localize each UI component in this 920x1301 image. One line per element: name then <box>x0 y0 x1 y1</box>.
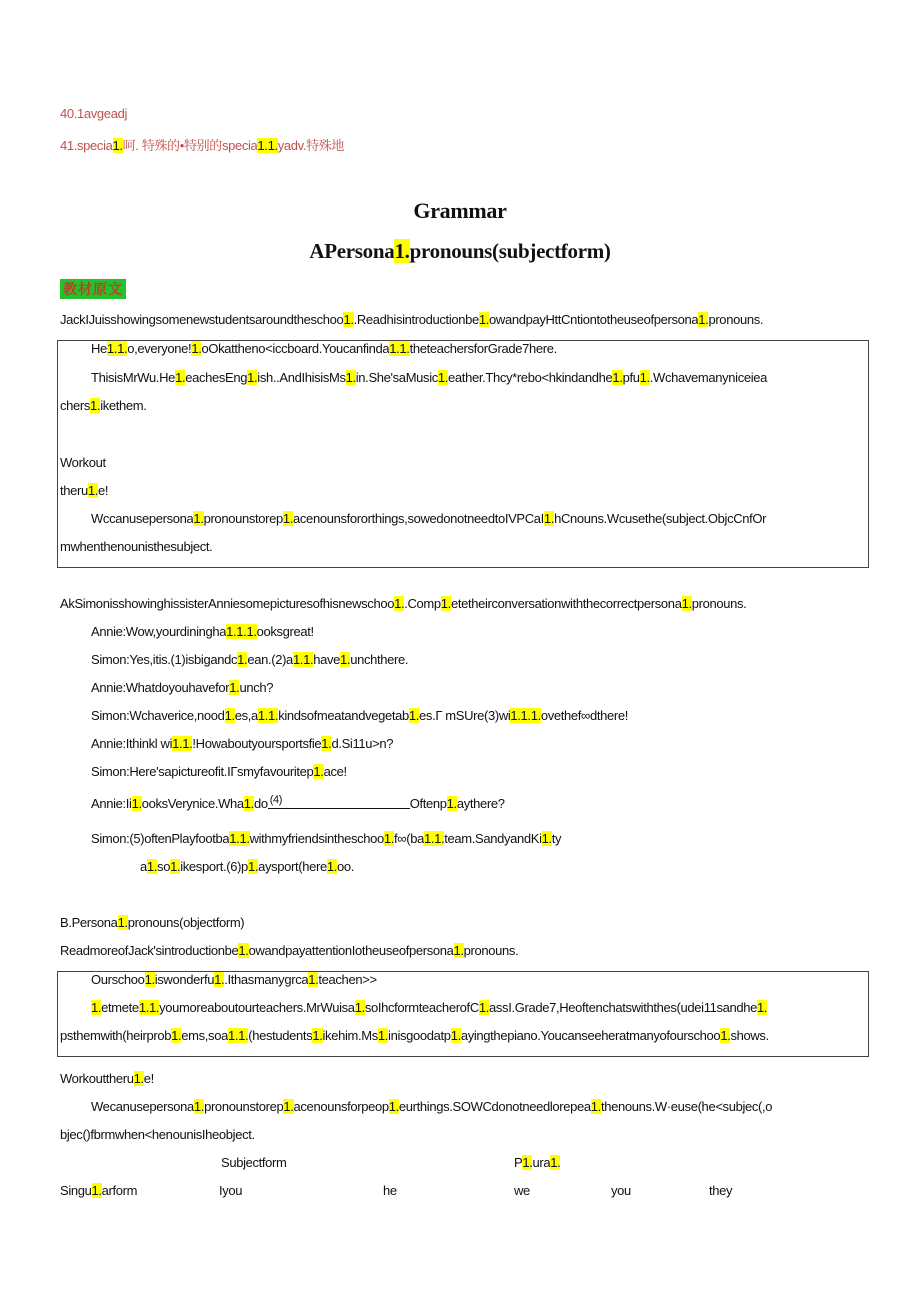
text-run: in.She'saMusic <box>355 370 438 385</box>
text-run: acenounsforpeop <box>293 1099 389 1114</box>
table-cell: they <box>709 1183 733 1198</box>
highlight-mark: 1. <box>214 972 225 987</box>
text-run: yadv.特殊地 <box>277 138 345 153</box>
highlight-mark: 1. <box>283 1099 294 1114</box>
dialogue-line-part <box>410 796 505 811</box>
vocab-line-40: 40.1avgeadj <box>60 106 127 121</box>
highlight-mark: 1.1. <box>292 652 314 667</box>
highlight-mark: 1. <box>193 1099 205 1114</box>
table-header-subject-form: Subjectform <box>221 1155 287 1170</box>
highlight-mark: 1. <box>313 764 324 779</box>
text-run: assI.Grade7,Heoftenchatswiththes(udei11sandhe <box>489 1000 758 1015</box>
text-run: ayingthepiano.Youcanseeheratmanyofourschoo <box>460 1028 721 1043</box>
highlight-mark: 1. <box>478 312 490 327</box>
text-run: P <box>514 1155 523 1170</box>
highlight-mark: 1. <box>326 859 338 874</box>
dialogue-line-cont <box>140 859 354 875</box>
highlight-mark: 1. <box>237 652 248 667</box>
highlight-mark: 1. <box>247 370 258 385</box>
text-run: ikesport.(6)p <box>180 859 248 874</box>
text-run: Simon:Wchaverice,nood <box>91 708 225 723</box>
text-run: 41.specia <box>60 138 113 153</box>
highlight-mark: 1. <box>282 511 294 526</box>
highlight-mark: 1. <box>224 708 235 723</box>
highlight-mark: 1. <box>87 483 99 498</box>
highlight-mark: 1.1. <box>389 341 410 356</box>
highlight-mark: 1. <box>133 1071 144 1086</box>
text-run: ThisisMrWu.He <box>91 370 176 385</box>
highlight-mark: 1. <box>312 1028 323 1043</box>
highlight-mark: 1. <box>243 796 254 811</box>
highlight-mark: 1. <box>453 943 464 958</box>
text-run: withmyfriendsintheschoo <box>249 831 384 846</box>
box-a-paragraph-3-cont: mwhenthenounisthesubject. <box>60 539 213 554</box>
highlight-mark: 1. <box>698 312 709 327</box>
highlight-mark: 1. <box>354 1000 365 1015</box>
text-run: owandpayHttCntiontotheuseofpersona <box>489 312 699 327</box>
text-run: a <box>140 859 147 874</box>
table-cell: Iyou <box>219 1183 243 1198</box>
highlight-mark: 1. <box>550 1155 561 1170</box>
highlight-mark: 1. <box>394 239 410 263</box>
text-run: .Comp <box>404 596 441 611</box>
highlight-mark: 1. <box>321 736 332 751</box>
table-row-label-singular <box>60 1183 137 1199</box>
page-title: Grammar <box>413 198 507 223</box>
box-b-paragraph-2 <box>91 1000 767 1016</box>
highlight-mark: 1. <box>343 312 354 327</box>
dialogue-line <box>91 708 628 724</box>
highlight-mark: 1.1. <box>257 138 278 153</box>
highlight-mark: 1. <box>238 943 249 958</box>
highlight-mark: 1. <box>394 596 405 611</box>
highlight-mark: 1.1.1. <box>226 624 257 639</box>
text-run: Singu <box>60 1183 92 1198</box>
text-run: ReadmoreofJack'sintroductionbe <box>60 943 239 958</box>
text-run: d.Si11u>n? <box>331 736 394 751</box>
highlight-mark: 1. <box>612 370 623 385</box>
text-run: B.Persona <box>60 915 118 930</box>
text-run: teachen>> <box>318 972 377 987</box>
highlight-mark: 1. <box>437 370 449 385</box>
text-run: etetheirconversationwiththecorrectpersona <box>450 596 682 611</box>
highlight-mark: 1.1.1. <box>510 708 541 723</box>
text-run: thenouns.W·euse(he<subjec(,o <box>600 1099 773 1114</box>
highlight-mark: 1. <box>131 796 142 811</box>
section-b-paragraph-cont: bjec()fbrmwhen<henounisIheobject. <box>60 1127 255 1142</box>
text-run: ooksVerynice.Wha <box>141 796 244 811</box>
highlight-mark: 1. <box>345 370 356 385</box>
highlight-mark: 1. <box>340 652 351 667</box>
highlight-mark: 1. <box>229 680 240 695</box>
text-run: .Readhisintroductionbe <box>353 312 479 327</box>
text-run: specia <box>221 138 258 153</box>
table-cell: we <box>514 1183 530 1198</box>
highlight-mark: 1. <box>117 915 128 930</box>
box-a-paragraph-3 <box>91 511 766 527</box>
highlight-mark: 1. <box>478 1000 490 1015</box>
text-run: so <box>157 859 171 874</box>
text-run: theru <box>60 483 88 498</box>
box-a-paragraph-2 <box>91 370 767 386</box>
section-b-heading <box>60 915 244 931</box>
text-run: ura <box>532 1155 551 1170</box>
text-run: pronouns. <box>463 943 519 958</box>
blank-number: (4) <box>269 794 283 806</box>
text-run: pronounstorep <box>204 1099 284 1114</box>
highlight-mark: 1.1. <box>172 736 193 751</box>
section-subtitle <box>0 238 920 264</box>
box-a-workout: Workout <box>60 455 106 470</box>
text-run: team.SandyandKi <box>444 831 542 846</box>
highlight-mark: 1. <box>757 1000 768 1015</box>
dialogue-line-part <box>91 796 268 811</box>
text-run: AkSimonisshowinghissisterAnniesomepicturesofhisnewschoo <box>60 596 395 611</box>
text-run: ikehim.Ms <box>322 1028 378 1043</box>
text-run: psthemwith(heirprob <box>60 1028 172 1043</box>
dialogue-line <box>91 831 561 847</box>
text-run: kindsofmeatandvegetab <box>278 708 409 723</box>
text-run: iswonderfu <box>154 972 215 987</box>
highlight-mark: 1. <box>543 511 555 526</box>
section-b-paragraph <box>91 1099 772 1115</box>
text-run: unch? <box>239 680 274 695</box>
text-run: acenounsfororthings,sowedonotneedtoIVPCaI <box>293 511 544 526</box>
text-run: inisgoodatp <box>388 1028 451 1043</box>
text-run: JackIJuisshowingsomenewstudentsaroundtheschoo <box>60 312 344 327</box>
text-run: youmoreaboutourteachers.MrWuisa <box>159 1000 355 1015</box>
text-run: (hestudents <box>248 1028 313 1043</box>
text-run: pronouns. <box>691 596 747 611</box>
highlight-mark: 1. <box>440 596 451 611</box>
text-run: chers <box>60 398 91 413</box>
text-run: f∞(ba <box>394 831 424 846</box>
highlight-mark: 1. <box>146 859 158 874</box>
section-ak-intro <box>60 596 746 612</box>
text-run: aysport(here <box>258 859 327 874</box>
section-a-intro <box>60 312 763 328</box>
highlight-mark: 1. <box>377 1028 389 1043</box>
highlight-mark: 1. <box>91 1000 102 1015</box>
highlight-mark: 1.1. <box>423 831 445 846</box>
text-run: Wccanusepersona <box>91 511 194 526</box>
text-run: unchthere. <box>350 652 409 667</box>
text-run: etmete <box>101 1000 139 1015</box>
dialogue-line <box>91 652 408 668</box>
text-run: e! <box>143 1071 154 1086</box>
table-cell: you <box>611 1183 631 1198</box>
highlight-mark: 1. <box>383 831 395 846</box>
dialogue-line <box>91 764 347 780</box>
box-a-rule <box>60 483 108 499</box>
text-run: do <box>253 796 268 811</box>
text-run: hCnouns.Wcusethe(subject.ObjcCnfOr <box>554 511 767 526</box>
text-run: ems,soa <box>181 1028 228 1043</box>
box-a-paragraph-1 <box>91 341 557 357</box>
text-run: ooksgreat! <box>256 624 314 639</box>
text-run: ish..AndIhisisMs <box>257 370 346 385</box>
text-run: Oftenp <box>409 796 447 811</box>
text-run: .Ithasmanygrca <box>224 972 309 987</box>
text-run: shows. <box>730 1028 769 1043</box>
text-run: Wecanusepersona <box>91 1099 194 1114</box>
text-run: oOkattheno<iccboard.Youcanfinda <box>201 341 390 356</box>
dialogue-line-blank <box>91 796 505 812</box>
vocab-line-41 <box>60 138 344 154</box>
text-run: eachesEng <box>185 370 248 385</box>
dialogue-line <box>91 736 393 752</box>
highlight-mark: 1. <box>450 1028 461 1043</box>
text-run: Workouttheru <box>60 1071 134 1086</box>
highlight-mark: 1. <box>308 972 319 987</box>
text-run: ty <box>551 831 562 846</box>
highlight-mark: 1. <box>90 398 101 413</box>
text-run: Annie:Ithinkl wi <box>91 736 173 751</box>
highlight-mark: 1. <box>681 596 692 611</box>
text-run: es.Г mSUre(3)wi <box>419 708 511 723</box>
highlight-mark: 1.1. <box>229 831 250 846</box>
text-run: !Howaboutyoursportsfie <box>192 736 322 751</box>
highlight-mark: 1. <box>639 370 650 385</box>
text-run: Simon:Yes,itis.(1)isbigandc <box>91 652 238 667</box>
text-run: ikethem. <box>100 398 147 413</box>
highlight-mark: 1. <box>170 859 181 874</box>
text-run: pronounstorep <box>203 511 283 526</box>
highlight-mark: 1. <box>720 1028 731 1043</box>
text-run: arform <box>101 1183 138 1198</box>
box-b-paragraph-1 <box>91 972 377 988</box>
text-run: eurthings.SOWCdonotneedlorepea <box>398 1099 591 1114</box>
text-run: pronouns(objectform) <box>127 915 245 930</box>
text-run: owandpayattentionIotheuseofpersona <box>248 943 454 958</box>
text-run: Annie:Whatdoyouhavefor <box>91 680 230 695</box>
text-run: 呵. 特殊的•特别的 <box>122 138 222 153</box>
text-run: Ourschoo <box>91 972 145 987</box>
highlight-mark: 1. <box>91 1183 102 1198</box>
text-run: es,a <box>234 708 258 723</box>
highlight-mark: 1. <box>175 370 186 385</box>
highlight-mark: 1. <box>408 708 420 723</box>
source-text-tag: 教材原文 <box>60 279 126 299</box>
highlight-mark: 1. <box>446 796 457 811</box>
text-run: Annie:Wow,yourdiningha <box>91 624 227 639</box>
table-cell: he <box>383 1183 397 1198</box>
text-run: Simon:Here'sapictureofit.IГsmyfavouritep <box>91 764 314 779</box>
highlight-mark: 1. <box>247 859 259 874</box>
text-run: aythere? <box>456 796 505 811</box>
highlight-mark: 1. <box>191 341 202 356</box>
text-run: ean.(2)a <box>247 652 293 667</box>
text-run: He <box>91 341 107 356</box>
text-run: ace! <box>323 764 347 779</box>
highlight-mark: 1. <box>522 1155 533 1170</box>
text-run: Annie:Ii <box>91 796 132 811</box>
text-run: have <box>313 652 341 667</box>
highlight-mark: 1. <box>171 1028 182 1043</box>
section-b-intro <box>60 943 518 959</box>
highlight-mark: 1.1. <box>257 708 279 723</box>
highlight-mark: 1. <box>144 972 155 987</box>
text-run: o,everyone! <box>127 341 192 356</box>
text-run: pfu <box>622 370 640 385</box>
table-header-plural <box>514 1155 560 1171</box>
text-run: oo. <box>337 859 355 874</box>
text-run: .Wchavemanyniceiea <box>649 370 768 385</box>
text-run: soIhcformteacherofC <box>364 1000 479 1015</box>
highlight-mark: 1. <box>590 1099 601 1114</box>
highlight-mark: 1. <box>112 138 123 153</box>
box-a-paragraph-2-cont <box>60 398 147 414</box>
answer-blank-4[interactable] <box>268 796 410 809</box>
dialogue-line <box>91 680 273 696</box>
text-run: pronouns. <box>708 312 764 327</box>
text-run: ovethef∞dthere! <box>540 708 628 723</box>
text-run: eather.Thcy*rebo<hkindandhe <box>448 370 613 385</box>
text-run: pronouns(subjectform) <box>409 239 611 263</box>
highlight-mark: 1.1. <box>106 341 128 356</box>
box-b-paragraph-2-cont <box>60 1028 769 1044</box>
text-run: Simon:(5)oftenPlayfootba <box>91 831 230 846</box>
highlight-mark: 1.1. <box>227 1028 249 1043</box>
text-run: theteachersforGrade7here. <box>409 341 557 356</box>
text-run: APersona <box>309 239 395 263</box>
section-b-rule <box>60 1071 154 1087</box>
highlight-mark: 1. <box>388 1099 399 1114</box>
text-run: e! <box>98 483 109 498</box>
highlight-mark: 1.1. <box>138 1000 160 1015</box>
highlight-mark: 1. <box>541 831 552 846</box>
dialogue-line <box>91 624 314 640</box>
highlight-mark: 1. <box>193 511 204 526</box>
